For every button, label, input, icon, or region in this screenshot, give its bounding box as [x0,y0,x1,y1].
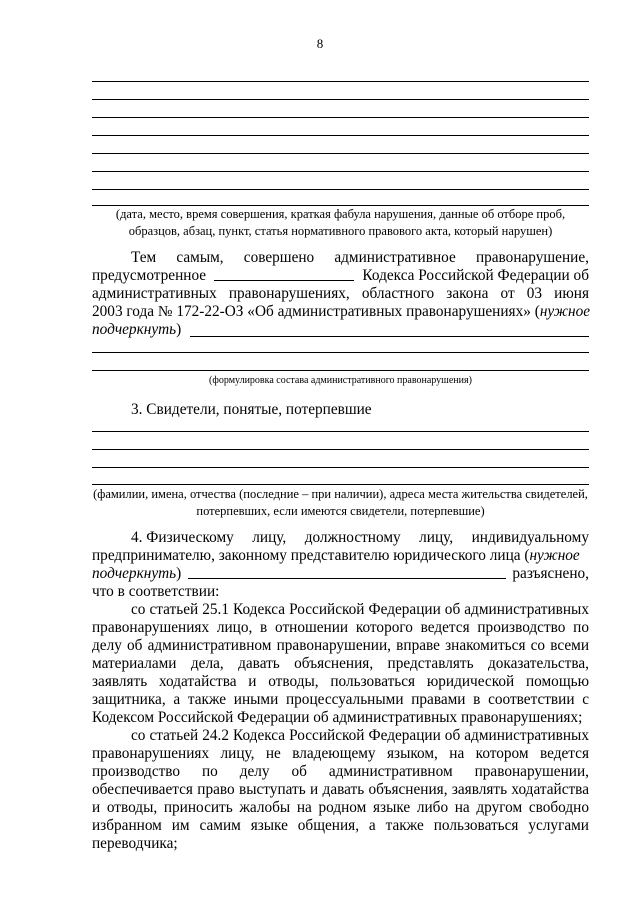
fill-line[interactable] [190,336,589,337]
text: ) [176,565,182,582]
fill-line[interactable] [92,171,589,172]
word: лицу, [252,529,287,546]
note-italic: нужное [529,547,580,564]
page-number: 8 [316,36,324,51]
text: административных правонарушениях, областного закона от 03 июня [92,285,589,302]
fill-line[interactable] [92,189,589,190]
paragraph-article-24-2: со статьей 24.2 Кодекса Российской Федерации об административных правонарушениях лицу, не владеющему языком, на котором ведется производство по делу об административном правонарушении, обеспечивается право выступать и давать объяснения, заявлять ходатайства и отводы, приносить жалобы на родном языке либо на другом свободно избранном им самим языке общения, а также пользоваться услугами переводчика; [92,727,589,852]
caption-offense-formulation: (формулировка состава административного правонарушения) [209,375,472,386]
article-blank[interactable] [214,267,354,281]
caption-violation-details: (дата, место, время совершения, краткая фабула нарушения, данные об отборе проб, образцов, абзац, пункт, статья нормативного правового акта, который нарушен) [115,207,566,238]
text: ) [176,321,182,338]
note-italic: нужное [539,303,591,320]
word: индивидуальному [471,529,589,546]
fill-line[interactable] [92,153,589,154]
fill-line[interactable] [92,81,589,82]
text: Кодекса Российской Федерации об [362,267,589,284]
text: что в соответствии: [92,583,220,600]
fill-line[interactable] [92,467,589,468]
fill-line[interactable] [92,449,589,450]
word: правонарушение, [475,249,589,266]
section3-heading: 3. Свидетели, понятые, потерпевшие [131,401,372,418]
caption-witnesses: (фамилии, имена, отчества (последние – при наличии), адреса места жительства свидетелей, потерпевших, если имеются свидетели, потерпевшие) [93,487,588,518]
word: административное [334,249,456,266]
word: Тем [131,249,157,266]
note-italic: подчеркнуть [92,321,177,338]
person-blank[interactable] [188,565,506,579]
text: предпринимателю, законному представителю юридического лица ( [92,547,530,564]
fill-line[interactable] [92,99,589,100]
fill-line[interactable] [92,431,589,432]
section-rights [92,529,589,853]
word: самым, [176,249,224,266]
fill-line[interactable] [92,135,589,136]
word: лицу, [419,529,454,546]
fill-line[interactable] [92,370,589,371]
word: должностному [304,529,401,546]
fill-line[interactable] [92,117,589,118]
text: 2003 года № 172-22-ОЗ «Об административных правонарушениях» ( [92,303,540,320]
fill-line[interactable] [92,484,589,485]
word: совершено [243,249,315,266]
note-italic: подчеркнуть [92,565,177,582]
text: разъяснено, [512,565,589,582]
word: предусмотренное [92,267,207,284]
word: 4. Физическому [131,529,234,546]
fill-line[interactable] [92,352,589,353]
paragraph-article-25-1: со статьей 25.1 Кодекса Российской Федерации об административных правонарушениях лицо, в отношении которого ведется производство по делу об административном правонарушении, вправе знакомиться со всеми материалами дела, давать объяснения, представлять доказательства, заявлять ходатайства и отводы, пользоваться юридической помощью защитника, а также иными процессуальными правами в соответствии с Кодексом Российской Федерации об административных правонарушениях; [92,601,589,726]
section-offense [92,249,589,339]
